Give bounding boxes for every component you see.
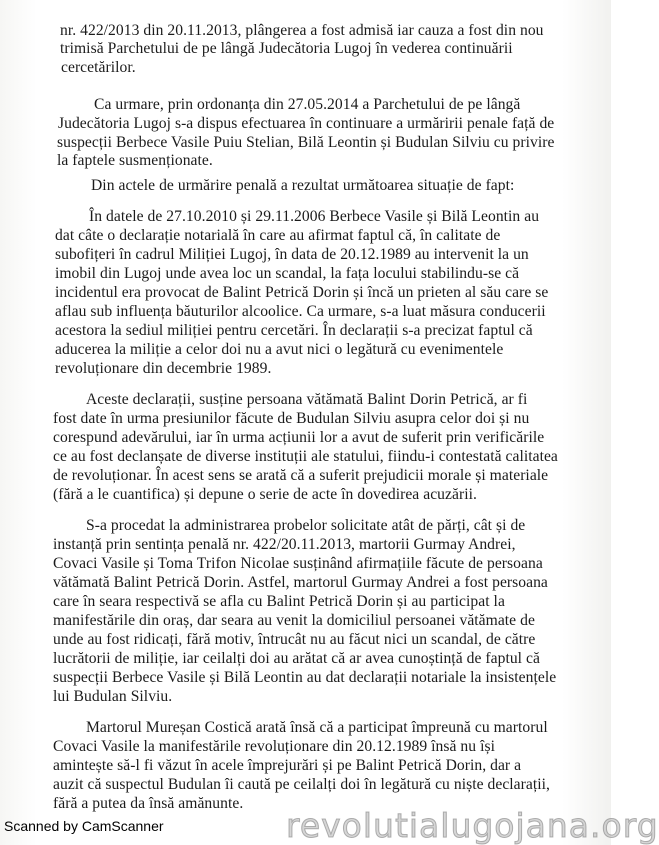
paragraph-6-line-6: manifestările din oraș, dar seara au venit la domiciliul persoanei vătămate de — [53, 612, 535, 629]
website-watermark: revolutialugojana.org — [286, 806, 659, 845]
paragraph-4-line-7: acestora la sediul miliției pentru cercetări. În declarații s-a precizat faptul că — [55, 322, 533, 339]
paragraph-6-line-5: care în seara respectivă se afla cu Balint Petrică Dorin și au participat la — [53, 593, 505, 610]
paragraph-7-line-3: amintește să-l fi văzut în acele împrejurări și pe Balint Petrică Dorin, dar a — [53, 757, 522, 774]
paragraph-3-line-1: Din actele de urmărire penală a rezultat următoarea situație de fapt: — [91, 177, 515, 194]
paragraph-6-line-9: suspecții Berbece Vasile și Bilă Leontin au dat declarații notariale la insistențele — [53, 669, 557, 686]
paragraph-6-line-2: instanță prin sentința penală nr. 422/20.11.2013, martorii Gurmay Andrei, — [53, 536, 516, 553]
paragraph-4-line-1: În datele de 27.10.2010 și 29.11.2006 Berbece Vasile și Bilă Leontin au — [89, 208, 540, 225]
paragraph-5-line-2: fost date în urma presiunilor făcute de Budulan Silviu asupra celor doi și nu — [53, 410, 530, 427]
paragraph-7-line-1: Martorul Mureșan Costică arată însă că a participat împreună cu martorul — [86, 719, 548, 736]
paragraph-5-line-4: ce au fost declanșate de diverse instituții ale statului, fiindu-i contestată calitatea — [53, 448, 558, 465]
paragraph-1-line-3: cercetărilor. — [61, 59, 136, 76]
paragraph-2-line-1: Ca urmare, prin ordonanța din 27.05.2014 a Parchetului de pe lângă — [94, 96, 521, 113]
paragraph-4-line-9: revoluționare din decembrie 1989. — [55, 360, 272, 377]
paragraph-4-line-5: incidentul era provocat de Balint Petrică Dorin și încă un prieten al său care se — [55, 284, 549, 301]
paragraph-6-line-4: vătămată Balint Petrică Dorin. Astfel, martorul Gurmay Andrei a fost persoana — [53, 574, 548, 591]
paragraph-7-line-5: fără a putea da însă amănunte. — [53, 795, 244, 812]
paragraph-4-line-2: dat câte o declarație notarială în care au afirmat faptul că, în calitate de — [55, 227, 501, 244]
paragraph-5-line-1: Aceste declarații, susține persoana vătămată Balint Dorin Petrică, ar fi — [86, 391, 528, 408]
paragraph-7-line-4: auzit că suspectul Budulan îi caută pe ceilalți doi în legătură cu niște declarații, — [53, 776, 550, 793]
paragraph-4-line-4: imobil din Lugoj unde avea loc un scandal, la fața locului stabilindu-se că — [55, 265, 520, 282]
paragraph-1-line-1: nr. 422/2013 din 20.11.2013, plângerea a fost admisă iar cauza a fost din nou — [60, 22, 544, 39]
paragraph-6-line-3: Covaci Vasile și Toma Trifon Nicolae susținând afirmațiile făcute de persoana — [53, 555, 543, 572]
paragraph-6-line-7: unde au fost ridicați, fără motiv, întrucât nu au făcut nici un scandal, de către — [53, 631, 536, 648]
paragraph-5-line-6: (fără a le cuantifica) și depune o serie de acte în dovedirea acuzării. — [53, 486, 477, 503]
paragraph-6-line-8: lucrătorii de miliție, iar ceilalți doi au arătat că ar avea cunoștință de faptul că — [53, 650, 540, 667]
paragraph-2-line-2: Judecătoria Lugoj s-a dispus efectuarea în continuare a urmăririi penale față de — [58, 115, 555, 132]
paragraph-4-line-3: subofițeri în cadrul Miliției Lugoj, în data de 20.12.1989 au intervenit la un — [55, 246, 529, 263]
scanned-by-footer: Scanned by CamScanner — [4, 818, 164, 834]
paragraph-5-line-5: de revoluționar. În acest sens se arată că a suferit prejudicii morale și materiale — [53, 467, 549, 484]
paragraph-4-line-8: aducerea la miliție a celor doi nu a avut nici o legătură cu evenimentele — [55, 341, 504, 358]
paragraph-2-line-3: suspecții Berbece Vasile Puiu Stelian, Bilă Leontin și Budulan Silviu cu privire — [57, 134, 555, 151]
paragraph-5-line-3: corespund adevărului, iar în urma acțiunii lor a avut de suferit prin verificările — [53, 429, 545, 446]
paragraph-2-line-4: la faptele susmenționate. — [57, 152, 213, 169]
paragraph-4-line-6: aflau sub influența băuturilor alcoolice. Ca urmare, s-a luat măsura conducerii — [55, 303, 546, 320]
paragraph-7-line-2: Covaci Vasile la manifestările revoluționare din 20.12.1989 însă nu își — [53, 738, 495, 755]
paragraph-6-line-10: lui Budulan Silviu. — [53, 688, 173, 705]
paragraph-6-line-1: S-a procedat la administrarea probelor solicitate atât de părți, cât și de — [86, 517, 526, 534]
paragraph-1-line-2: trimisă Parchetului de pe lângă Judecătoria Lugoj în vederea continuării — [60, 40, 513, 57]
